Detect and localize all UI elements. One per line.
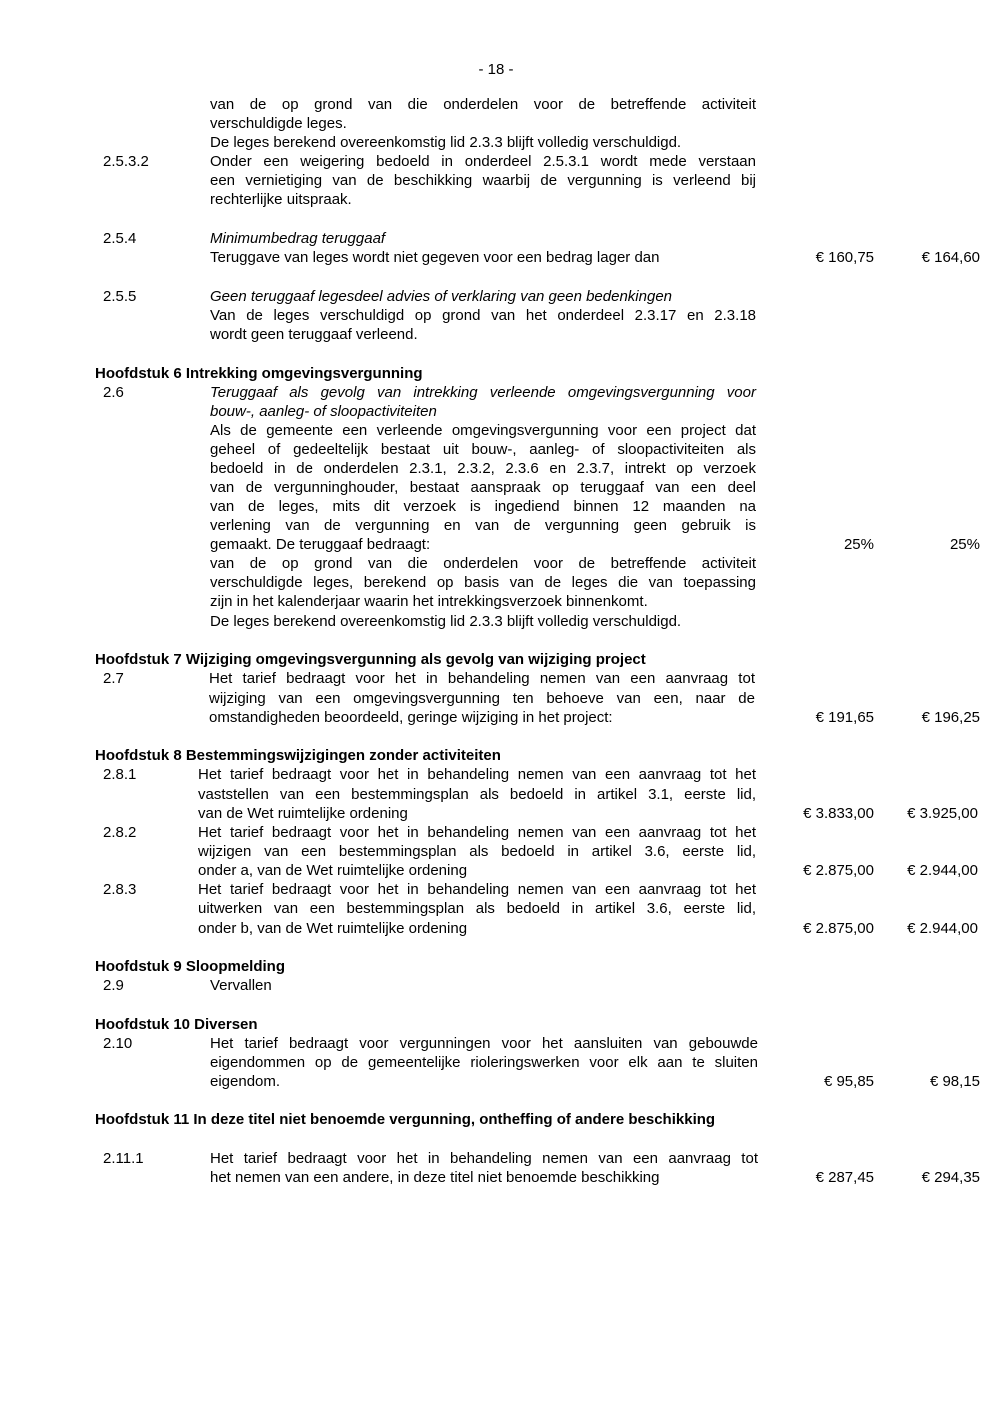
article-text: geheel of gedeeltelijk bestaat uit bouw-, aanleg- of sloopactiviteiten als — [210, 441, 756, 458]
article-number: 2.8.3 — [103, 881, 137, 898]
article-text: eigendom. — [210, 1073, 281, 1090]
article-text: De leges berekend overeenkomstig lid 2.3.3 blijft volledig verschuldigd. — [210, 613, 682, 630]
article-title: Minimumbedrag teruggaaf — [210, 230, 386, 247]
article-title: Teruggaaf als gevolg van intrekking verleende omgevingsvergunning voor — [210, 384, 756, 401]
amount-current: € 2.875,00 — [803, 862, 874, 879]
article-text: uitwerken van een bestemmingsplan als bedoeld in artikel 3.6, eerste lid, — [198, 900, 756, 917]
chapter-heading: Hoofdstuk 7 Wijziging omgevingsvergunning als gevolg van wijziging project — [95, 651, 646, 668]
article-text: Van de leges verschuldigd op grond van het onderdeel 2.3.17 en 2.3.18 — [210, 307, 756, 324]
amount-new: € 3.925,00 — [907, 805, 978, 822]
article-number: 2.9 — [103, 977, 124, 994]
amount-new: € 2.944,00 — [907, 862, 978, 879]
article-text: omstandigheden beoordeeld, geringe wijziging in het project: — [209, 709, 613, 726]
article-text: wijziging van een omgevingsvergunning ten behoeve van een, naar de — [209, 690, 755, 707]
article-number: 2.6 — [103, 384, 124, 401]
amount-new: € 294,35 — [921, 1169, 980, 1186]
chapter-heading: Hoofdstuk 10 Diversen — [95, 1016, 258, 1033]
article-text: van de vergunninghouder, bestaat aanspraak op teruggaaf van een deel — [210, 479, 756, 496]
article-number: 2.5.3.2 — [103, 153, 149, 170]
article-text: Onder een weigering bedoeld in onderdeel 2.5.3.1 wordt mede verstaan — [210, 153, 756, 170]
article-text: verlening van de vergunning en van de vergunning geen gebruik is — [210, 517, 756, 534]
amount-new: € 2.944,00 — [907, 920, 978, 937]
article-text: van de leges, mits dit verzoek is ingediend binnen 12 maanden na — [210, 498, 756, 515]
article-number: 2.10 — [103, 1035, 133, 1052]
amount-new: € 196,25 — [921, 709, 980, 726]
article-title: Geen teruggaaf legesdeel advies of verklaring van geen bedenkingen — [210, 288, 672, 305]
article-text: verschuldigde leges, berekend op basis van de leges die van toepassing — [210, 574, 756, 591]
article-text: gemaakt. De teruggaaf bedraagt: — [210, 536, 431, 553]
article-text: van de op grond van die onderdelen voor de betreffende activiteit — [210, 555, 756, 572]
article-text: het nemen van een andere, in deze titel niet benoemde beschikking — [210, 1169, 660, 1186]
article-text: onder a, van de Wet ruimtelijke ordening — [198, 862, 468, 879]
article-text: zijn in het kalenderjaar waarin het intrekkingsverzoek binnenkomt. — [210, 593, 648, 610]
article-text: van de Wet ruimtelijke ordening — [198, 805, 408, 822]
amount-current: € 95,85 — [823, 1073, 874, 1090]
article-text: vaststellen van een bestemmingsplan als bedoeld in artikel 3.1, eerste lid, — [198, 786, 756, 803]
article-title: bouw-, aanleg- of sloopactiviteiten — [210, 403, 437, 420]
article-number: 2.8.2 — [103, 824, 137, 841]
amount-current: € 191,65 — [815, 709, 874, 726]
article-text: bedoeld in de onderdelen 2.3.1, 2.3.2, 2.3.6 en 2.3.7, intrekt op verzoek — [210, 460, 756, 477]
article-text: Het tarief bedraagt voor het in behandeling nemen van een aanvraag tot het — [198, 766, 756, 783]
article-number: 2.5.4 — [103, 230, 137, 247]
article-text: wordt geen teruggaaf verleend. — [210, 326, 418, 343]
continuation-line: verschuldigde leges. — [210, 115, 347, 132]
article-text: Vervallen — [210, 977, 272, 994]
amount-current: € 3.833,00 — [803, 805, 874, 822]
article-text: wijzigen van een bestemmingsplan als bedoeld in artikel 3.6, eerste lid, — [198, 843, 756, 860]
article-number: 2.5.5 — [103, 288, 137, 305]
continuation-line: De leges berekend overeenkomstig lid 2.3.3 blijft volledig verschuldigd. — [210, 134, 682, 151]
article-text: Het tarief bedraagt voor het in behandeling nemen van een aanvraag tot het — [198, 881, 756, 898]
article-number: 2.7 — [103, 670, 124, 687]
article-text: onder b, van de Wet ruimtelijke ordening — [198, 920, 468, 937]
amount-current: € 287,45 — [815, 1169, 874, 1186]
chapter-heading: Hoofdstuk 8 Bestemmingswijzigingen zonder activiteiten — [95, 747, 501, 764]
article-text: Als de gemeente een verleende omgevingsvergunning voor een project dat — [210, 422, 756, 439]
amount-current: € 160,75 — [815, 249, 874, 266]
article-text: eigendommen op de gemeentelijke rioleringswerken voor elk aan te sluiten — [210, 1054, 758, 1071]
article-number: 2.8.1 — [103, 766, 137, 783]
amount-new: € 164,60 — [921, 249, 980, 266]
article-text: Het tarief bedraagt voor vergunningen voor het aansluiten van gebouwde — [210, 1035, 758, 1052]
article-text: rechterlijke uitspraak. — [210, 191, 352, 208]
article-text: Het tarief bedraagt voor het in behandeling nemen van een aanvraag tot — [209, 670, 755, 687]
chapter-heading: Hoofdstuk 11 In deze titel niet benoemde vergunning, ontheffing of andere beschikking — [95, 1111, 716, 1128]
article-text: Teruggave van leges wordt niet gegeven voor een bedrag lager dan — [210, 249, 660, 266]
amount-current: 25% — [843, 536, 874, 553]
page-number: - 18 - — [478, 61, 514, 78]
amount-current: € 2.875,00 — [803, 920, 874, 937]
chapter-heading: Hoofdstuk 9 Sloopmelding — [95, 958, 285, 975]
amount-new: 25% — [949, 536, 980, 553]
article-number: 2.11.1 — [103, 1150, 144, 1167]
article-text: een vernietiging van de beschikking waarbij de vergunning is verleend bij — [210, 172, 756, 189]
article-text: Het tarief bedraagt voor het in behandeling nemen van een aanvraag tot — [210, 1150, 758, 1167]
chapter-heading: Hoofdstuk 6 Intrekking omgevingsvergunning — [95, 365, 423, 382]
amount-new: € 98,15 — [929, 1073, 980, 1090]
article-text: Het tarief bedraagt voor het in behandeling nemen van een aanvraag tot het — [198, 824, 756, 841]
continuation-line: van de op grond van die onderdelen voor de betreffende activiteit — [210, 96, 756, 113]
